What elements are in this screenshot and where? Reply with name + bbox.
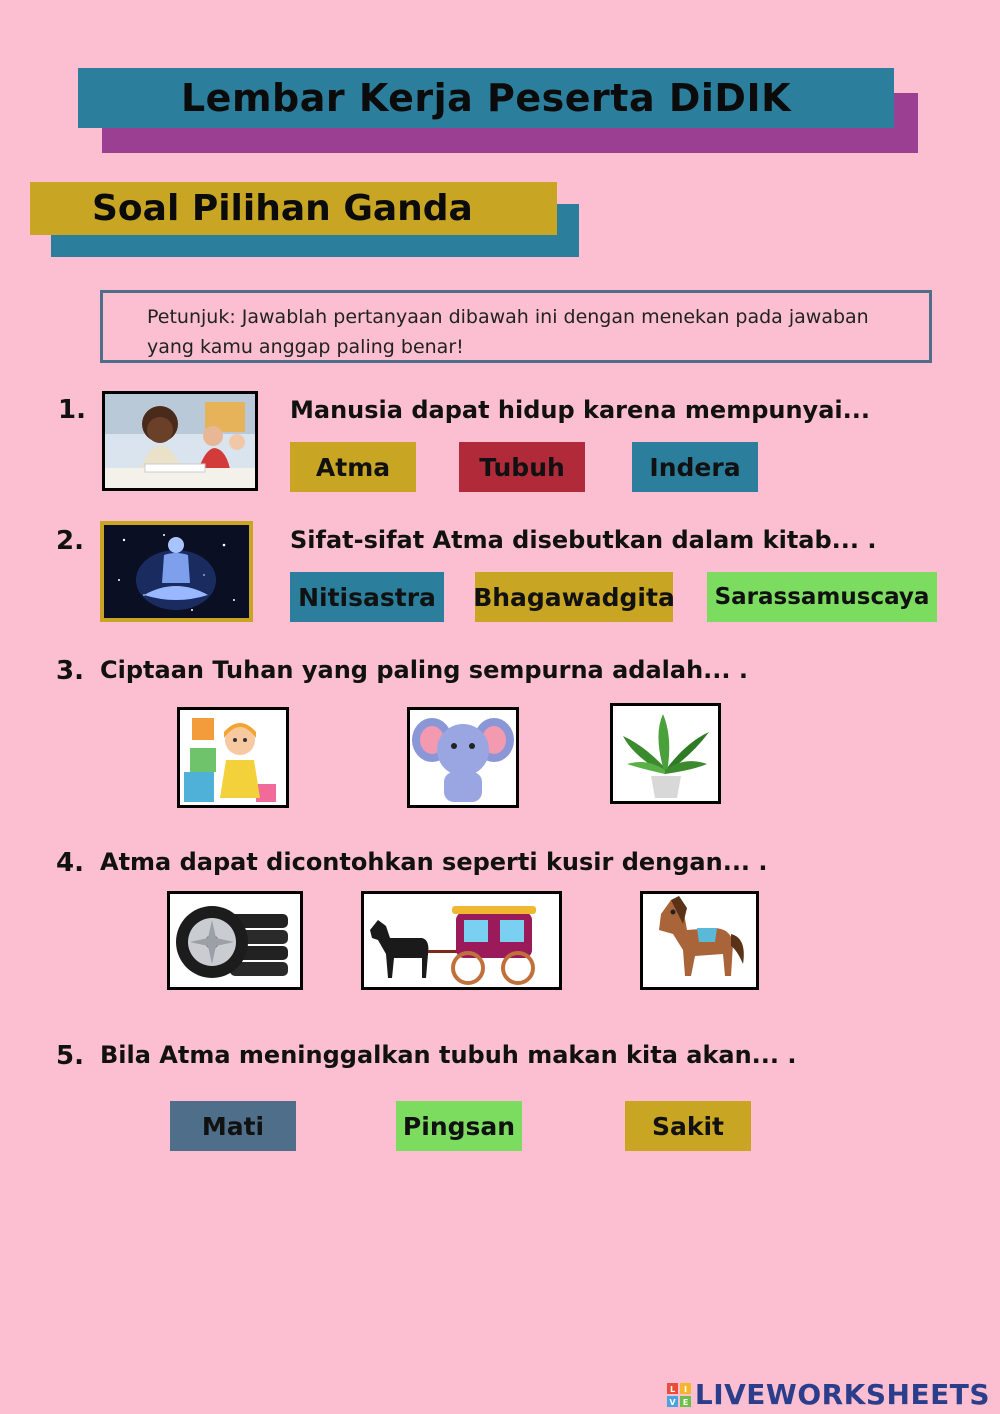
girl-with-blocks-picture [180, 710, 286, 805]
option-sakit-button[interactable]: Sakit [625, 1101, 751, 1151]
logo-letter-l: L [669, 1384, 675, 1394]
question-3-text: Ciptaan Tuhan yang paling sempurna adalah... . [100, 656, 748, 684]
option-indera-button[interactable]: Indera [632, 442, 758, 492]
option-tires-picture[interactable] [167, 891, 303, 990]
question-3-number: 3. [56, 656, 84, 686]
option-pingsan-button[interactable]: Pingsan [396, 1101, 522, 1151]
elephant-picture [410, 710, 516, 805]
page-title: Lembar Kerja Peserta DiDIK [180, 76, 792, 120]
question-4-number: 4. [56, 848, 84, 878]
logo-letter-v: V [669, 1397, 676, 1407]
question-4-text: Atma dapat dicontohkan seperti kusir dengan... . [100, 848, 768, 876]
option-sarassamuscaya-button[interactable]: Sarassamuscaya [707, 572, 937, 622]
instruction-text: Petunjuk: Jawablah pertanyaan dibawah ini dengan menekan pada jawaban yang kamu anggap paling benar! [147, 306, 869, 358]
option-tubuh-button[interactable]: Tubuh [459, 442, 585, 492]
plant-picture [613, 706, 718, 801]
question-1-picture [102, 391, 258, 491]
meditating-spirit-picture [104, 525, 249, 618]
question-2-picture [100, 521, 253, 622]
option-atma-button[interactable]: Atma [290, 442, 416, 492]
logo-letter-e: E [682, 1397, 689, 1407]
question-2-number: 2. [56, 526, 84, 556]
option-nitisastra-button[interactable]: Nitisastra [290, 572, 444, 622]
liveworksheets-icon [667, 1383, 691, 1407]
question-5-text: Bila Atma meninggalkan tubuh makan kita akan... . [100, 1041, 797, 1069]
horse-carriage-picture [364, 894, 559, 987]
title-banner [78, 68, 894, 128]
option-bhagawadgita-button[interactable]: Bhagawadgita [475, 572, 673, 622]
question-5-number: 5. [56, 1041, 84, 1071]
question-1-number: 1. [58, 395, 86, 425]
question-2-text: Sifat-sifat Atma disebutkan dalam kitab... . [290, 526, 877, 554]
option-plant-picture[interactable] [610, 703, 721, 804]
liveworksheets-logo [667, 1378, 990, 1411]
option-carriage-picture[interactable] [361, 891, 562, 990]
option-girl-picture[interactable] [177, 707, 289, 808]
horse-picture [643, 894, 756, 987]
section-title: Soal Pilihan Ganda [92, 188, 473, 229]
question-1-text: Manusia dapat hidup karena mempunyai... [290, 396, 870, 424]
liveworksheets-brand: LIVEWORKSHEETS [694, 1378, 990, 1411]
option-elephant-picture[interactable] [407, 707, 519, 808]
instruction-box [100, 290, 932, 363]
logo-letter-i: I [683, 1384, 687, 1394]
option-mati-button[interactable]: Mati [170, 1101, 296, 1151]
children-writing-picture [105, 394, 255, 488]
option-horse-picture[interactable] [640, 891, 759, 990]
tires-picture [170, 894, 300, 987]
section-banner [30, 182, 557, 235]
